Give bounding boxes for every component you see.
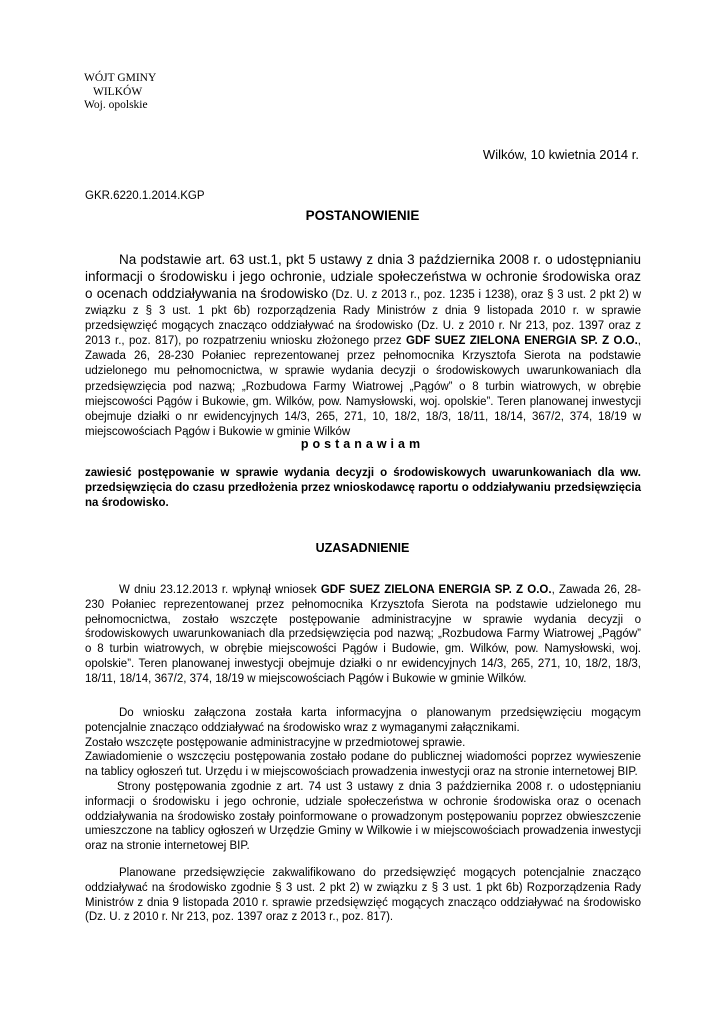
issuer-block [84,72,156,113]
reasoning-p1-lead: W dniu 23.12.2013 r. wpłynął wniosek [119,584,321,596]
legal-basis-cont2: , Zawada 26, 28-230 Połaniec reprezentowanej przez pełnomocnika Krzysztofa Sierota na podstawie udzielonego mu pełnomocnictwa, w sprawie wydania decyzji o środowiskowych uwarunkowaniach dla przedsięwzięcia pod nazwą; „Rozbudowa Farmy Wiatrowej „Pągów” o 8 turbin wiatrowych, w obrębie miejscowości Pągów i Bukowie, gm. Wilków, pow. Namysłowski, woj. opolskie”. Teren planowanej inwestycji obejmuje działki o nr ewidencyjnych 14/3, 265, 271, 10, 18/2, 18/3, 18/11, 18/14, 367/2, 374, 18/19 w miejscowościach Pągów i Bukowie w gminie Wilków [85,335,641,439]
issuer-line-3: Woj. opolskie [84,99,148,111]
reasoning-p2-c: Zawiadomienie o wszczęciu postępowania zostało podane do publicznej wiadomości poprzez wywieszenie na tablicy ogłoszeń tut. Urzędu i w miejscowościach prowadzenia inwestycji oraz na stronie internetowej BIP. [85,751,641,779]
reasoning-p2-a [85,706,641,736]
decision-text: zawiesić postępowanie w sprawie wydania decyzji o środowiskowych uwarunkowaniach dla ww. przedsięwzięcia do czasu przedłożenia przez wnioskodawcę raportu o oddziaływaniu przedsięwzięcia na środowisko. [85,467,641,509]
reasoning-p1-company: GDF SUEZ ZIELONA ENERGIA SP. Z O.O. [320,584,552,596]
issuer-line-2: WILKÓW [93,85,143,98]
legal-basis-company: GDF SUEZ ZIELONA ENERGIA SP. Z O.O. [406,335,638,348]
reasoning-p2-d [85,780,641,854]
reasoning-paragraph-3 [85,866,641,925]
reasoning-p1-rest: , Zawada 26, 28-230 Połaniec reprezentowanej przez pełnomocnika Krzysztofa Sierota na podstawie udzielonego mu pełnomocnictwa, zostało wszczęte postępowanie administracyjne w sprawie wydania decyzji o środowiskowych uwarunkowaniach dla przedsięwzięcia pod nazwą; „Rozbudowa Farmy Wiatrowej „Pągów” o 8 turbin wiatrowych, w obrębie miejscowości Pągów i Budowie, gm. Wilków, pow. Namysłowski, woj. opolskie”. Teren planowanej inwestycji obejmuje działki o nr ewidencyjnych 14/3, 265, 271, 10, 18/2, 18/3, 18/11, 18/14, 367/2, 374, 18/19 w miejscowościach Pągów i Bukowie w gminie Wilków. [85,584,641,685]
legal-basis [85,252,641,440]
legal-basis-lead-text: Na podstawie art. 63 ust.1, pkt 5 ustawy z dnia 3 października 2008 r. o udostępnianiu informacji o środowisku i jego ochronie, udziale społeczeństwa w ochronie środowiska oraz o ocenach oddziaływania na środowisko [85,252,641,302]
reference-number: GKR.6220.1.2014.KGP [85,190,205,202]
reasoning-title: UZASADNIENIE [315,541,410,555]
issuer-line-1: WÓJT GMINY [84,72,157,84]
reasoning-p2-d-text: Strony postępowania zgodnie z art. 74 ust 3 ustawy z dnia 3 października 2008 r. o udostępnianiu informacji o środowisku i jego ochronie, udziale społeczeństwa w ochronie środowiska oraz o ocenach oddziaływania na środowisko zostały poinformowane o prowadzonym postępowaniu poprzez obwieszczenie umieszczone na tablicy ogłoszeń w Urzędzie Gminy w Wilkowie i w miejscowościach prowadzenia inwestycji oraz na stronie internetowej BIP. [85,780,641,853]
legal-basis-cont1: (Dz. U. z 2013 r., poz. 1235 i 1238), oraz § 3 ust. 2 pkt 2) w związku z § 3 ust. 1 pkt 6b) rozporządzenia Rady Ministrów z dnia 9 listopada 2010 r. w sprawie przedsięwzięć mogących znacząco oddziaływać na środowisko (Dz. U. z 2010 r. Nr 213, poz. 1397 oraz z 2013 r., poz. 817), po rozpatrzeniu wniosku złożonego przez [85,289,641,348]
document-title: POSTANOWIENIE [305,208,420,223]
place-date: Wilków, 10 kwietnia 2014 r. [482,147,639,162]
reasoning-p3-text: Planowane przedsięwzięcie zakwalifikowano do przedsięwzięć mogących potencjalnie znacząco oddziaływać na środowisko zgodnie § 3 ust. 2 pkt 2) w związku z § 3 ust. 1 pkt 6b) Rozporządzenia Rady Ministrów z dnia 9 listopada 2010 r. sprawie przedsięwzięć mogących znacząco oddziaływać na środowisko (Dz. U. z 2010 r. Nr 213, poz. 1397 oraz z 2013 r., poz. 817). [85,867,641,924]
reasoning-paragraph-2 [85,706,641,854]
decision-heading: postanawiam [300,437,425,451]
reasoning-p2-a-text: Do wniosku załączona została karta informacyjna o planowanym przedsięwzięciu mogącym potencjalnie znacząco oddziaływać na środowisko wraz z wymaganymi załącznikami. [85,707,641,734]
reasoning-p2-b: Zostało wszczęte postępowanie administracyjne w przedmiotowej sprawie. [85,736,466,749]
reasoning-paragraph-1 [85,583,641,687]
